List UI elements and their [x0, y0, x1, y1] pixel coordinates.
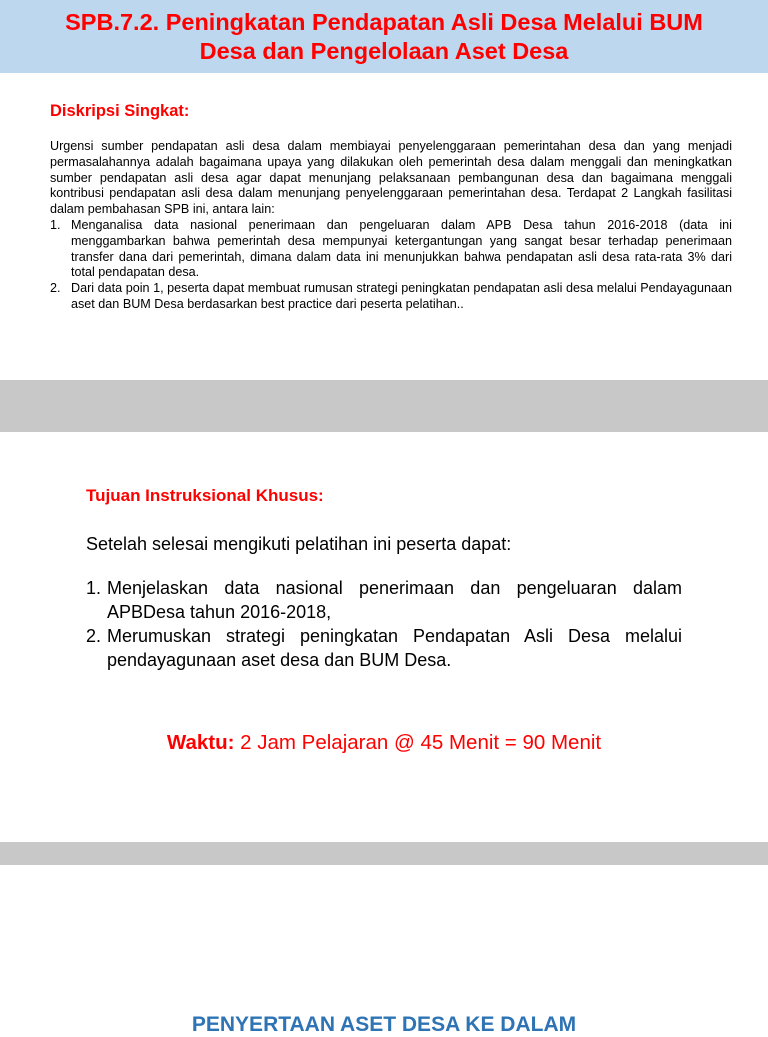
list-item: [50, 218, 732, 281]
list-text: Dari data poin 1, peserta dapat membuat rumusan strategi peningkatan pendapatan asli desa melalui Pendayagunaan aset dan BUM Desa berdasarkan best practice dari peserta pelatihan..: [71, 281, 732, 311]
list-item: [50, 281, 732, 313]
slide-separator: [0, 842, 768, 865]
objectives-intro: Setelah selesai mengikuti pelatihan ini peserta dapat:: [86, 534, 512, 554]
objectives-list: [86, 576, 682, 672]
slide-2: [0, 432, 768, 842]
description-body: [50, 139, 732, 313]
list-text: Menganalisa data nasional penerimaan dan pengeluaran dalam APB Desa tahun 2016-2018 (data ini menggambarkan bahwa pemerintah desa mempunyai ketergantungan yang sangat besar terhadap penerimaan transfer dana dari pemerintah, dimana dalam data ini menunjukkan bahwa pendapatan asli desa rata-rata 3% dari total pendapatan desa.: [71, 217, 732, 280]
title-line-2: Desa dan Pengelolaan Aset Desa: [199, 38, 569, 64]
slide-3-title: PENYERTAAN ASET DESA KE DALAM: [191, 1013, 577, 1036]
list-number: 2.: [50, 281, 61, 296]
duration-value: 2 Jam Pelajaran @ 45 Menit = 90 Menit: [234, 731, 602, 754]
duration-label: Waktu:: [166, 731, 235, 754]
list-text: Merumuskan strategi peningkatan Pendapatan Asli Desa melalui pendayagunaan aset desa dan BUM Desa.: [107, 626, 682, 670]
slide-title: [14, 8, 754, 66]
description-heading: Diskripsi Singkat:: [50, 102, 190, 120]
slide-3: [0, 865, 768, 1036]
list-number: 1.: [86, 578, 102, 598]
list-number: 2.: [86, 626, 102, 646]
duration-line: [0, 731, 768, 755]
slide-1: [0, 0, 768, 380]
list-text: Menjelaskan data nasional penerimaan dan pengeluaran dalam APBDesa tahun 2016-2018,: [107, 578, 682, 622]
list-item: [86, 576, 682, 624]
slide-separator: [0, 380, 768, 432]
description-paragraph: Urgensi sumber pendapatan asli desa dalam membiayai penyelenggaraan pemerintahan desa dan yang menjadi permasalahannya adalah bagaimana upaya yang dilakukan oleh pemerintah desa dalam menggali dan meningkatkan sumber pendapatan asli desa agar dapat menunjang pelaksanaan pembangunan desa dan bagaimana menggali kontribusi pendapatan asli desa dalam menunjang penyelenggaraan pemerintahan desa. Terdapat 2 Langkah fasilitasi dalam pembahasan SPB ini, antara lain:: [50, 139, 732, 217]
title-band: [0, 0, 768, 73]
objectives-heading: Tujuan Instruksional Khusus:: [86, 486, 324, 505]
list-item: [86, 624, 682, 672]
list-number: 1.: [50, 217, 61, 232]
title-line-1: SPB.7.2. Peningkatan Pendapatan Asli Desa Melalui BUM: [65, 9, 703, 35]
description-list: [50, 218, 732, 313]
